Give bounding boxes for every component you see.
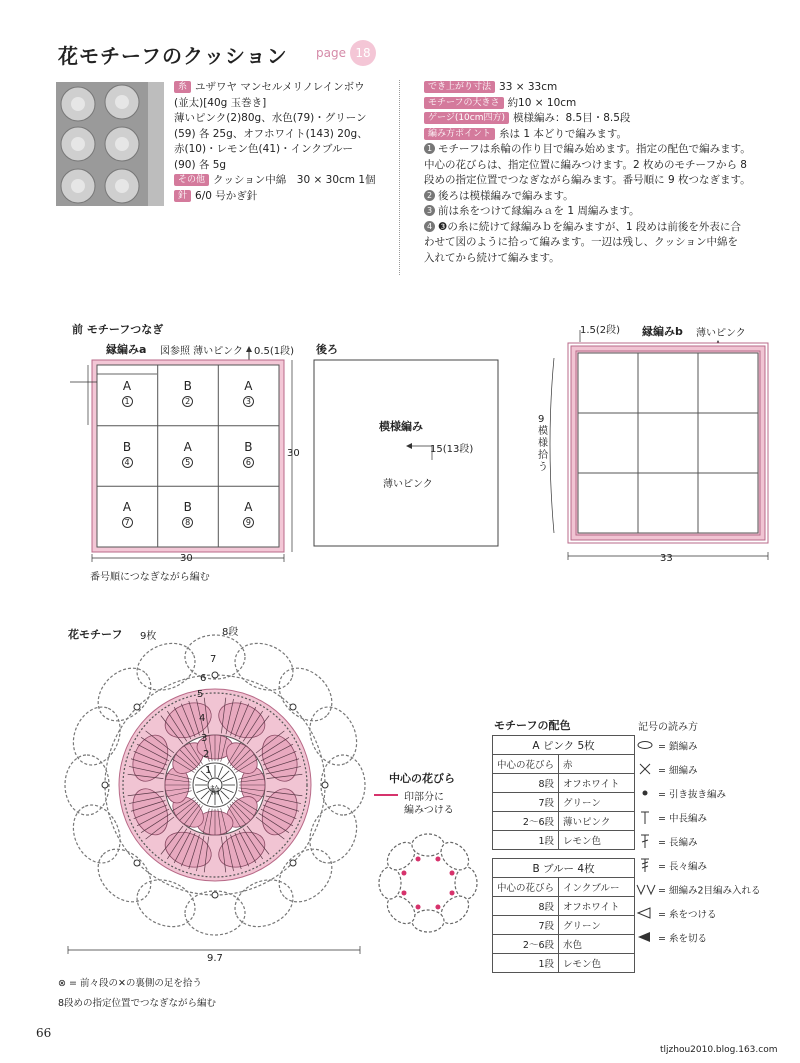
join-marker (290, 860, 296, 866)
yarn-tag: 糸 (174, 81, 191, 93)
table-header: B ブルー 4枚 (493, 859, 635, 878)
legend-item (636, 786, 800, 810)
step-line (424, 251, 784, 267)
gauge-text: 模様編み：8.5目・8.5段 (513, 112, 631, 124)
row-color: 赤 (559, 755, 635, 774)
edge-a-label: 縁編みa (106, 343, 147, 356)
single-crochet-icon (636, 762, 658, 780)
row-color: オフホワイト (559, 897, 635, 916)
cell-letter: A (244, 379, 253, 393)
row-color: グリーン (559, 916, 635, 935)
step-text: ❸の糸に続けて縁編みｂを編みますが、1 段めは前後を外表に合 (438, 220, 741, 233)
page-number-badge: 18 (350, 40, 376, 66)
step-line (424, 204, 784, 220)
cell-number: 1 (122, 396, 133, 407)
motif-cell (97, 486, 157, 546)
row-color: インクブルー (559, 878, 635, 897)
step-text: モチーフは糸輪の作り目で編み始めます。指定の配色で編みます。 (438, 143, 751, 155)
row-color: 水色 (559, 935, 635, 954)
legend-item (636, 738, 800, 762)
legend-label: = 中長編み (658, 813, 707, 825)
back-rows: 15(13段) (430, 444, 474, 455)
front-side-dim: 30 (287, 448, 300, 459)
motif-cell (97, 426, 157, 486)
row-1-label: 1 (205, 765, 212, 776)
step-text: 中心の花びらは、指定位置に編みつけます。2 枚めのモチーフから 8 (424, 158, 747, 171)
petal-note-1: 印部分に (404, 792, 444, 803)
yarn-line: (並太)[40g 玉巻き] (174, 96, 267, 109)
join-marker (134, 704, 140, 710)
join-marker (134, 860, 140, 866)
needle-text: 6/0 号かぎ針 (195, 189, 258, 202)
size-tag: でき上がり寸法 (424, 81, 495, 93)
attach-mark (435, 856, 440, 861)
join-marker (322, 782, 328, 788)
row-part: 1段 (493, 954, 559, 973)
motif-size-tag: モチーフの大きさ (424, 97, 504, 109)
table-row (493, 793, 635, 812)
legend-label: = 細編み (658, 765, 698, 777)
edge-b-diagram (536, 318, 784, 580)
color-table-b (492, 858, 635, 973)
step-text: 前は糸をつけて縁編みａを 1 周編みます。 (438, 205, 640, 217)
yarn-line: 赤(10)・レモン色(41)・インクブルー (174, 143, 353, 155)
row-color: レモン色 (559, 954, 635, 973)
table-row (493, 755, 635, 774)
row-color: レモン色 (559, 831, 635, 850)
step-text: 入れてから続けて編みます。 (424, 251, 560, 264)
table-row (493, 878, 635, 897)
row-4-label: 4 (199, 713, 206, 724)
cell-number: 2 (182, 396, 193, 407)
yarn-line: (59) 各 25g、オフホワイト(143) 20g、 (174, 127, 368, 140)
table-row (493, 812, 635, 831)
column-divider (399, 80, 400, 275)
row-3-label: 3 (201, 733, 208, 744)
attach-mark (416, 905, 421, 910)
table-row (493, 831, 635, 850)
cell-number: 6 (243, 457, 254, 468)
step-line (424, 220, 784, 236)
cut-yarn-icon (636, 930, 658, 948)
motif-cell (218, 365, 278, 425)
other-tag: その他 (174, 174, 209, 186)
back-color: 薄いピンク (383, 479, 433, 490)
outer-loop (65, 700, 129, 772)
step-line (424, 189, 784, 205)
size-text: 33 × 33cm (499, 81, 558, 93)
materials-block (174, 80, 396, 204)
half-double-crochet-icon (636, 810, 658, 828)
page-label: page (316, 46, 346, 60)
outer-loop (228, 871, 300, 935)
edge-b-bottom-dim: 33 (660, 553, 673, 564)
cell-number: 3 (243, 396, 254, 407)
row-6-label: 6 (200, 673, 207, 684)
motif-cell (218, 486, 278, 546)
cell-letter: B (183, 500, 192, 515)
outer-loop (301, 798, 365, 870)
edge-b-label: 縁編みb (642, 325, 683, 338)
step-number-icon: 1 (424, 143, 435, 154)
table-row (493, 774, 635, 793)
edge-b-side-note: 9模様拾う (538, 414, 548, 473)
legend-heading: 記号の読み方 (638, 722, 698, 733)
legend-item (636, 882, 800, 906)
legend-item (636, 762, 800, 786)
step-number-icon: 3 (424, 205, 435, 216)
yarn-line: 薄いピンク(2)80g、水色(79)・グリーン (174, 112, 367, 124)
outer-loop (130, 635, 202, 699)
legend-item (636, 906, 800, 930)
cell-letter: A (122, 500, 132, 515)
table-row (493, 897, 635, 916)
step-line (424, 158, 784, 174)
cell-number: 7 (122, 517, 133, 528)
legend-label: = 糸をつける (658, 909, 717, 921)
attach-mark (416, 856, 421, 861)
step-line (424, 173, 784, 189)
edge-a-rows: 0.5(1段) (254, 346, 295, 357)
row-part: 2〜6段 (493, 812, 559, 831)
legend-item (636, 858, 800, 882)
motif-cell (97, 365, 157, 425)
attach-mark (435, 905, 440, 910)
row-7-label: 7 (210, 654, 217, 665)
cell-letter: A (244, 500, 253, 515)
motif-cell (158, 365, 218, 425)
row-part: 中心の花びら (493, 755, 559, 774)
attach-mark (401, 890, 406, 895)
cell-letter: B (183, 379, 192, 393)
method-tag: 編み方ポイント (424, 128, 495, 140)
cell-number: 8 (182, 517, 193, 528)
edge-b-rows: 1.5(2段) (580, 325, 621, 336)
petal-loop (455, 867, 477, 899)
row-5-label: 5 (197, 689, 204, 700)
motif-size-text: 約10 × 10cm (507, 96, 577, 109)
step-text: わせて図のように拾って編みます。一辺は残し、クッション中綿を (424, 236, 738, 248)
front-heading: 前 モチーフつなぎ (72, 323, 164, 336)
slip-stitch-icon (636, 786, 658, 804)
motif-footer-2: 8段めの指定位置でつなぎながら編む (58, 998, 217, 1009)
row-part: 2〜6段 (493, 935, 559, 954)
table-row (493, 916, 635, 935)
motif-center-label: 輪 (210, 786, 220, 797)
petal-loop (412, 834, 444, 856)
motif-width-dim: 9.7 (207, 953, 223, 964)
edge-b-color: 薄いピンク (696, 328, 746, 339)
cell-letter: B (244, 439, 253, 454)
cell-number: 9 (243, 517, 254, 528)
method-text: 糸は 1 本どりで編みます。 (499, 127, 628, 140)
legend-item (636, 834, 800, 858)
increase-icon (636, 882, 658, 900)
steps-list (424, 142, 784, 266)
motif-footer-1: ⊗ = 前々段の✕の裏側の足を拾う (58, 978, 202, 989)
table-row (493, 954, 635, 973)
join-marker (102, 782, 108, 788)
legend-list (636, 738, 800, 954)
legend-label: = 長編み (658, 837, 698, 849)
petal-loop (412, 910, 444, 932)
table-header: A ピンク 5枚 (493, 736, 635, 755)
needle-tag: 針 (174, 190, 191, 202)
yarn-line: ユザワヤ マンセルメリノレインボウ (195, 81, 365, 93)
step-number-icon: 4 (424, 221, 435, 232)
page-number: 66 (36, 1026, 52, 1040)
motif-cell (158, 426, 218, 486)
back-pattern-label: 模様編み (379, 420, 423, 433)
step-number-icon: 2 (424, 190, 435, 201)
outer-loop (228, 635, 300, 699)
petal-diagram (360, 788, 490, 948)
petal-loop (379, 867, 401, 899)
legend-label: = 長々編み (658, 861, 707, 873)
motif-cell (218, 426, 278, 486)
page-title: 花モチーフのクッション (58, 44, 288, 68)
outer-loop (130, 871, 202, 935)
motif-cell (158, 486, 218, 546)
row-2-label: 2 (203, 749, 210, 760)
chain-stitch-icon (636, 738, 658, 756)
back-heading: 後ろ (316, 343, 338, 356)
legend-item (636, 810, 800, 834)
credit-text: tljzhou2010.blog.163.com (660, 1045, 778, 1055)
front-note: 番号順につなぎながら編む (90, 572, 210, 583)
double-crochet-icon (636, 834, 658, 852)
legend-label: = 引き抜き編み (658, 789, 726, 801)
treble-crochet-icon (636, 858, 658, 876)
specs-block (424, 80, 784, 266)
outer-loop (65, 798, 129, 870)
cell-number: 5 (182, 457, 193, 468)
join-marker (212, 672, 218, 678)
table-row (493, 935, 635, 954)
row-part: 7段 (493, 916, 559, 935)
legend-item (636, 930, 800, 954)
petal-heading: 中心の花びら (389, 772, 455, 785)
step-line (424, 142, 784, 158)
step-text: 段めの指定位置でつなぎながら編みます。番号順に 9 枚つなぎます。 (424, 174, 751, 186)
legend-label: = 細編み2目編み入れる (658, 885, 761, 897)
join-yarn-icon (636, 906, 658, 924)
step-line (424, 235, 784, 251)
motif-chart (60, 620, 390, 965)
gauge-tag: ゲージ(10cm四方) (424, 112, 509, 124)
row-color: グリーン (559, 793, 635, 812)
row-part: 中心の花びら (493, 878, 559, 897)
edge-a-ref: 図参照 薄いピンク (160, 346, 243, 357)
color-table-a (492, 735, 635, 850)
cell-number: 4 (122, 457, 133, 468)
petal-note-2: 編みつける (404, 805, 454, 816)
row-part: 7段 (493, 793, 559, 812)
attach-mark (450, 890, 455, 895)
cell-letter: A (183, 439, 192, 454)
legend-label: = 糸を切る (658, 933, 707, 945)
row-color: オフホワイト (559, 774, 635, 793)
cell-letter: B (122, 439, 132, 454)
join-marker (290, 704, 296, 710)
yarn-line: (90) 各 5g (174, 158, 227, 171)
outer-loop (301, 700, 365, 772)
row-part: 8段 (493, 897, 559, 916)
row-part: 1段 (493, 831, 559, 850)
attach-mark (401, 871, 406, 876)
attach-mark (450, 871, 455, 876)
step-text: 後ろは模様編みで編みます。 (438, 189, 574, 202)
legend-label: = 鎖編み (658, 741, 698, 753)
row-part: 8段 (493, 774, 559, 793)
join-marker (212, 892, 218, 898)
row-color: 薄いピンク (559, 812, 635, 831)
front-bottom-dim: 30 (180, 553, 193, 564)
motif-heading: 花モチーフ (68, 628, 123, 641)
row-8-label: 8段 (222, 627, 239, 638)
other-text: クッション中綿 30 × 30cm 1個 (213, 174, 376, 186)
motif-count: 9枚 (140, 631, 157, 642)
color-table-heading: モチーフの配色 (494, 719, 571, 732)
cushion-photo (56, 82, 164, 206)
motif-grid (97, 365, 279, 547)
back-diagram (312, 358, 502, 550)
cell-letter: A (122, 379, 132, 393)
